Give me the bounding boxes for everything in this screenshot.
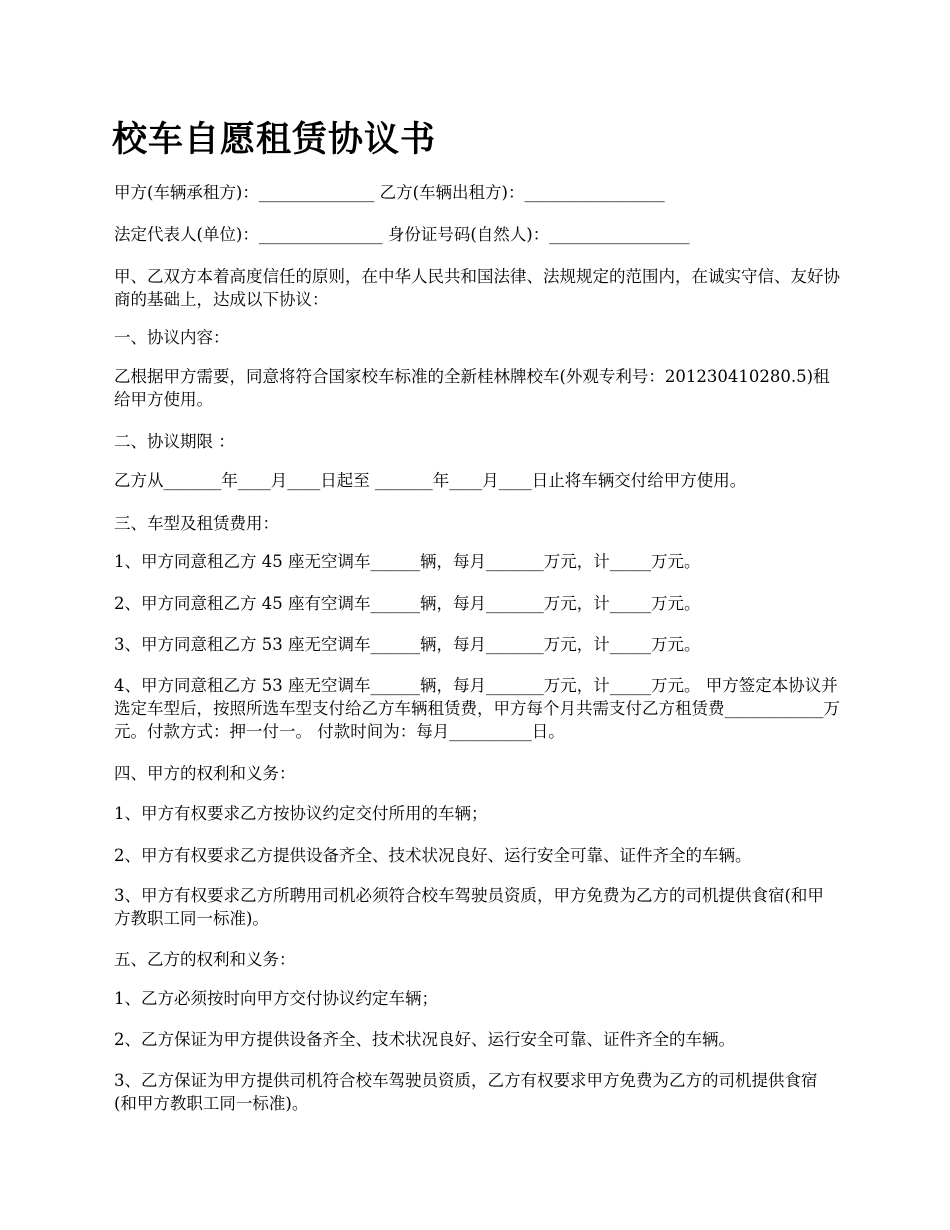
parties-line: 甲方(车辆承租方)：______________ 乙方(车辆出租方)：_________________ bbox=[114, 183, 665, 202]
section-1-title: 一、协议内容： bbox=[114, 328, 230, 347]
section-5-title: 五、乙方的权利和义务： bbox=[114, 950, 296, 969]
preamble-paragraph: 甲、乙双方本着高度信任的原则，在中华人民共和国法律、法规规定的范围内，在诚实守信、友好协商的基础上，达成以下协议： bbox=[114, 267, 840, 309]
section-5-item-3: 3、乙方保证为甲方提供司机符合校车驾驶员资质，乙方有权要求甲方免费为乙方的司机提供食宿(和甲方教职工同一标准)。 bbox=[114, 1071, 818, 1113]
section-4-item-3: 3、甲方有权要求乙方所聘用司机必须符合校车驾驶员资质，甲方免费为乙方的司机提供食宿(和甲方教职工同一标准)。 bbox=[114, 886, 824, 928]
section-3-item-4: 4、甲方同意租乙方 53 座无空调车______辆，每月_______万元，计_____万元。 甲方签定本协议并选定车型后，按照所选车型支付给乙方车辆租赁费，甲方每个月共需支付乙方租赁费____________万元。付款方式：押一付一。 付款时间为：每月__________日。 bbox=[114, 676, 840, 741]
section-4-item-2: 2、甲方有权要求乙方提供设备齐全、技术状况良好、运行安全可靠、证件齐全的车辆。 bbox=[114, 846, 752, 865]
section-3-item-3: 3、甲方同意租乙方 53 座无空调车______辆，每月_______万元，计_____万元。 bbox=[114, 635, 701, 654]
document-title: 校车自愿租赁协议书 bbox=[112, 119, 437, 160]
section-2-body: 乙方从_______年____月____日起至 _______年____月____日止将车辆交付给甲方使用。 bbox=[114, 471, 747, 490]
section-3-item-1: 1、甲方同意租乙方 45 座无空调车______辆，每月_______万元，计_____万元。 bbox=[114, 552, 701, 571]
section-5-item-1: 1、乙方必须按时向甲方交付协议约定车辆； bbox=[114, 989, 438, 1008]
section-3-item-2: 2、甲方同意租乙方 45 座有空调车______辆，每月_______万元，计_____万元。 bbox=[114, 594, 701, 613]
section-1-body: 乙根据甲方需要，同意将符合国家校车标准的全新桂林牌校车(外观专利号：201230410280.5)租给甲方使用。 bbox=[114, 367, 830, 409]
section-5-item-2: 2、乙方保证为甲方提供设备齐全、技术状况良好、运行安全可靠、证件齐全的车辆。 bbox=[114, 1030, 735, 1049]
representative-line: 法定代表人(单位)：_______________ 身份证号码(自然人)：_________________ bbox=[114, 225, 690, 244]
section-2-title: 二、协议期限 ： bbox=[114, 432, 235, 451]
section-4-item-1: 1、甲方有权要求乙方按协议约定交付所用的车辆； bbox=[114, 804, 488, 823]
section-3-title: 三、车型及租赁费用： bbox=[114, 514, 279, 533]
section-4-title: 四、甲方的权利和义务： bbox=[114, 764, 296, 783]
